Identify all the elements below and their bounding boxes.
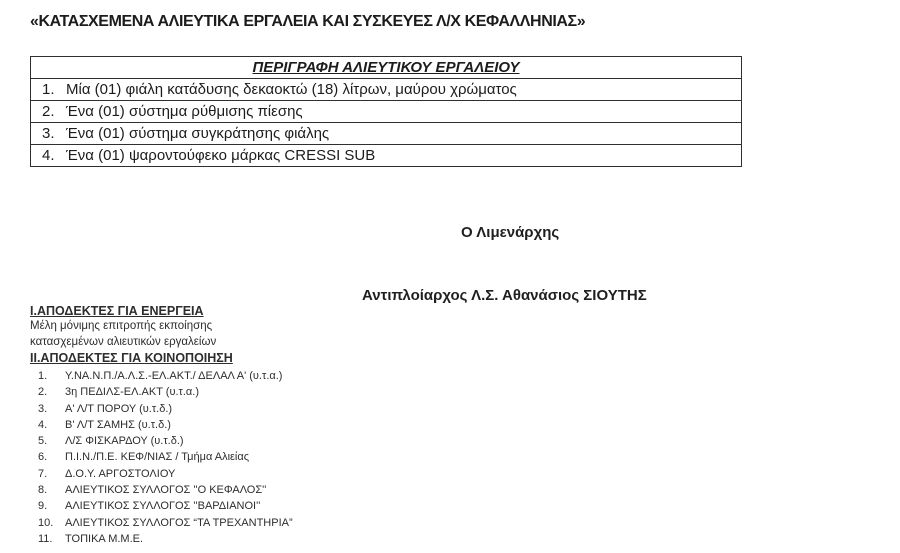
recipient-text: Λ/Σ ΦΙΣΚΑΡΔΟΥ (υ.τ.δ.)	[65, 435, 184, 448]
table-header-cell	[31, 57, 742, 79]
recipient-text: ΑΛΙΕΥΤΙΚΟΣ ΣΥΛΛΟΓΟΣ ''Ο ΚΕΦΑΛΟΣ''	[65, 484, 267, 497]
recipient-number: 10.	[38, 516, 54, 529]
recipients-action-heading: Ι.ΑΠΟΔΕΚΤΕΣ ΓΙΑ ΕΝΕΡΓΕΙΑ	[30, 304, 204, 318]
table-row	[31, 79, 742, 101]
row-number: 2.	[42, 103, 55, 120]
recipient-number: 11.	[38, 532, 53, 545]
recipient-item	[30, 482, 293, 498]
recipient-number: 8.	[38, 484, 48, 497]
recipient-item	[30, 466, 293, 482]
recipient-number: 7.	[38, 467, 48, 480]
recipients-block	[30, 303, 293, 547]
table-header-row	[31, 57, 742, 79]
fishing-gear-table	[30, 56, 742, 167]
recipient-item	[30, 531, 293, 547]
recipient-number: 4.	[38, 418, 48, 431]
recipient-number: 2.	[38, 386, 48, 399]
row-description: Ένα (01) σύστημα συγκράτησης φιάλης	[66, 125, 330, 142]
recipient-item	[30, 401, 293, 417]
row-number: 1.	[42, 81, 55, 98]
table-row	[31, 123, 742, 145]
recipient-text: Π.Ι.Ν./Π.Ε. ΚΕΦ/ΝΙΑΣ / Τμήμα Αλιείας	[65, 451, 250, 464]
table-row	[31, 101, 742, 123]
recipient-item	[30, 368, 293, 384]
recipient-number: 9.	[38, 500, 48, 513]
recipient-item	[30, 498, 293, 514]
signature-role: Ο Λιμενάρχης	[461, 224, 560, 241]
recipient-text: Β' Λ/Τ ΣΑΜΗΣ (υ.τ.δ.)	[65, 418, 171, 431]
row-number: 3.	[42, 125, 55, 142]
row-number: 4.	[42, 147, 55, 164]
recipient-text: ΤΟΠΙΚΑ Μ.Μ.Ε.	[65, 532, 144, 545]
recipients-action-line: κατασχεμένων αλιευτικών εργαλείων	[30, 335, 217, 348]
recipient-number: 5.	[38, 435, 48, 448]
recipient-item	[30, 449, 293, 465]
document-title: «ΚΑΤΑΣΧΕΜΕΝΑ ΑΛΙΕΥΤΙΚΑ ΕΡΓΑΛΕΙΑ ΚΑΙ ΣΥΣΚΕΥΕΣ Λ/Χ ΚΕΦΑΛΛΗΝΙΑΣ»	[30, 13, 586, 30]
recipient-text: ΑΛΙΕΥΤΙΚΟΣ ΣΥΛΛΟΓΟΣ “ΤΑ ΤΡΕΧΑΝΤΗΡΙΑ”	[65, 516, 293, 529]
recipient-item	[30, 515, 293, 531]
recipients-action-line: Μέλη μόνιμης επιτροπής εκποίησης	[30, 320, 213, 332]
recipient-item	[30, 384, 293, 400]
recipient-number: 1.	[38, 370, 48, 382]
recipient-number: 3.	[38, 402, 48, 415]
recipient-item	[30, 433, 293, 449]
recipient-text: 3η ΠΕΔΙΛΣ-ΕΛ.ΑΚΤ (υ.τ.α.)	[65, 386, 199, 399]
recipient-text: ΑΛΙΕΥΤΙΚΟΣ ΣΥΛΛΟΓΟΣ ''ΒΑΡΔΙΑΝΟΙ''	[65, 500, 261, 513]
recipients-list	[30, 368, 293, 547]
recipient-text: Α' Λ/Τ ΠΟΡΟΥ (υ.τ.δ.)	[65, 402, 173, 415]
row-description: Ένα (01) ψαροντούφεκο μάρκας CRESSI SUB	[66, 147, 376, 164]
row-description: Μία (01) φιάλη κατάδυσης δεκαοκτώ (18) λίτρων, μαύρου χρώματος	[66, 81, 517, 98]
recipient-item	[30, 417, 293, 433]
table-header-label: ΠΕΡΙΓΡΑΦΗ ΑΛΙΕΥΤΙΚΟΥ ΕΡΓΑΛΕΙΟΥ	[252, 59, 520, 76]
recipients-notify-heading: ΙΙ.ΑΠΟΔΕΚΤΕΣ ΓΙΑ ΚΟΙΝΟΠΟΙΗΣΗ	[30, 351, 233, 365]
table-row	[31, 145, 742, 167]
recipient-number: 6.	[38, 451, 48, 464]
signature-name: Αντιπλοίαρχος Λ.Σ. Αθανάσιος ΣΙΟΥΤΗΣ	[362, 287, 647, 304]
recipient-text: Υ.ΝΑ.Ν.Π./Α.Λ.Σ.-ΕΛ.ΑΚΤ./ ΔΕΛΑΛ Α' (υ.τ.α.)	[65, 370, 283, 382]
recipient-text: Δ.Ο.Υ. ΑΡΓΟΣΤΟΛΙΟΥ	[65, 467, 176, 480]
row-description: Ένα (01) σύστημα ρύθμισης πίεσης	[66, 103, 303, 120]
